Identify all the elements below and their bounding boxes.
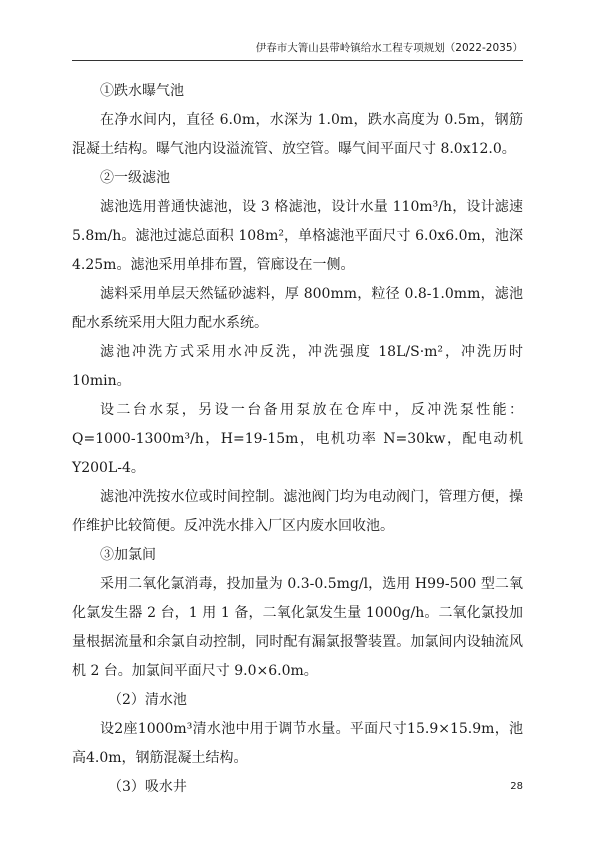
paragraph-filter-desc: 滤池选用普通快滤池，设 3 格滤池，设计水量 110m³/h，设计滤速 5.8m/h。滤池过滤总面积 108m²，单格滤池平面尺寸 6.0x6.0m，池深 4.25m。滤池采用单排布置，管廊设在一侧。 (72, 199, 523, 273)
paragraph-clear-water-desc: 设2座1000m³清水池中用于调节水量。平面尺寸15.9×15.9m，池高4.0m，钢筋混凝土结构。 (72, 721, 523, 766)
page-number: 28 (510, 781, 523, 792)
paragraph-aeration-desc: 在净水间内，直径 6.0m，水深为 1.0m，跌水高度为 0.5m，钢筋混凝土结构。曝气池内设溢流管、放空管。曝气间平面尺寸 8.0x12.0。 (72, 112, 523, 157)
heading-aeration-tank: ①跌水曝气池 (100, 83, 184, 99)
paragraph-chlorination-desc: 采用二氧化氯消毒，投加量为 0.3-0.5mg/l，选用 H99-500 型二氧化氯发生器 2 台，1 用 1 备，二氧化氯发生量 1000g/h。二氧化氯投加量根据流量和余氯自动控制，同时配有漏氯报警装置。加氯间内设轴流风机 2 台。加氯间平面尺寸 9.0×6.0m。 (72, 576, 523, 679)
page-header (72, 38, 523, 61)
paragraph-backwash: 滤池冲洗方式采用水冲反洗，冲洗强度 18L/S·m²，冲洗历时 10min。 (72, 344, 523, 389)
heading-filter: ②一级滤池 (100, 170, 170, 186)
paragraph-filter-media: 滤料采用单层天然锰砂滤料，厚 800mm，粒径 0.8-1.0mm，滤池配水系统采用大阻力配水系统。 (72, 286, 523, 331)
document-body (72, 77, 523, 802)
header-title: 伊春市大箐山县带岭镇给水工程专项规划（2022-2035） (255, 42, 523, 54)
paragraph-pumps: 设二台水泵，另设一台备用泵放在仓库中，反冲洗泵性能：Q=1000-1300m³/h，H=19-15m，电机功率 N=30kw，配电动机 Y200L-4。 (72, 402, 523, 476)
heading-chlorination: ③加氯间 (100, 547, 156, 563)
heading-suction-well: （3）吸水井 (108, 779, 187, 795)
paragraph-control: 滤池冲洗按水位或时间控制。滤池阀门均为电动阀门，管理方便，操作维护比较简便。反冲洗水排入厂区内废水回收池。 (72, 489, 523, 534)
heading-clear-water-tank: （2）清水池 (108, 692, 187, 708)
